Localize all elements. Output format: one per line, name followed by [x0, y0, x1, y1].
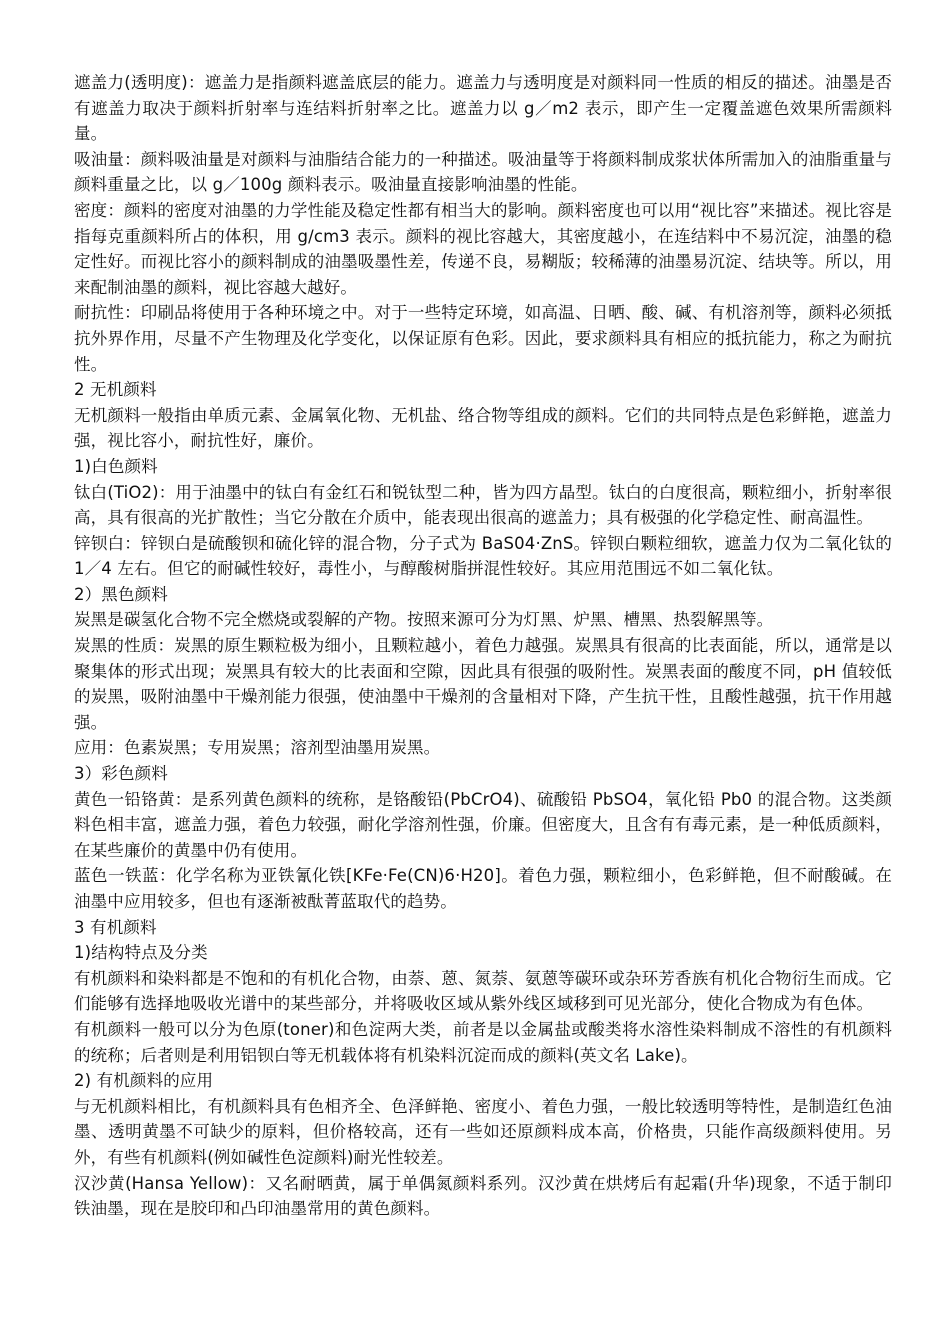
paragraph-hansa-yellow: 汉沙黄(Hansa Yellow)：又名耐晒黄，属于单偶氮颜料系列。汉沙黄在烘烤后有起霜(升华)现象，不适于制印铁油墨，现在是胶印和凸印油墨常用的黄色颜料。 — [74, 1173, 892, 1219]
paragraph-density: 密度：颜料的密度对油墨的力学性能及稳定性都有相当大的影响。颜料密度也可以用“视比容”来描述。视比容是指每克重颜料所占的体积，用 g/cm3 表示。颜料的视比容越大，其密度越小，在连结料中不易沉淀，油墨的稳定性好。而视比容小的颜料制成的油墨吸墨性差，传递不良，易糊版；较稀薄的油墨易沉淀、结块等。所以，用来配制油墨的颜料，视比容越大越好。 — [74, 200, 892, 297]
paragraph-organic-structure: 有机颜料和染料都是不饱和的有机化合物，由萘、蒽、氮萘、氨蒽等碳环或杂环芳香族有机化合物衍生而成。它们能够有选择地吸收光谱中的某些部分，并将吸收区域从紫外线区域移到可见光部分，使化合物成为有色体。 — [74, 968, 892, 1014]
subheading-color-pigments: 3）彩色颜料 — [74, 764, 168, 784]
paragraph-hiding-power: 遮盖力(透明度)：遮盖力是指颜料遮盖底层的能力。遮盖力与透明度是对颜料同一性质的相反的描述。油墨是否有遮盖力取决于颜料折射率与连结料折射率之比。遮盖力以 g／m2 表示，即产生一定覆盖遮色效果所需颜料量。 — [74, 73, 892, 144]
paragraph-organic-classification: 有机颜料一般可以分为色原(toner)和色淀两大类，前者是以金属盐或酸类将水溶性染料制成不溶性的有机颜料的统称；后者则是利用铝钡白等无机载体将有机染料沉淀而成的颜料(英文名 Lake)。 — [74, 1019, 892, 1065]
paragraph-oil-absorption: 吸油量：颜料吸油量是对颜料与油脂结合能力的一种描述。吸油量等于将颜料制成浆状体所需加入的油脂重量与颜料重量之比，以 g／100g 颜料表示。吸油量直接影响油墨的性能。 — [74, 149, 892, 195]
section-heading-organic-pigments: 3 有机颜料 — [74, 917, 157, 937]
document-page — [74, 70, 892, 1222]
subheading-structure-classification: 1)结构特点及分类 — [74, 943, 208, 963]
paragraph-carbon-black-properties: 炭黑的性质：炭黑的原生颗粒极为细小，且颗粒越小，着色力越强。炭黑具有很高的比表面能，所以，通常是以聚集体的形式出现；炭黑具有较大的比表面和空隙，因此具有很强的吸附性。炭黑表面的酸度不同，pH 值较低的炭黑，吸附油墨中干燥剂能力很强，使油墨中干燥剂的含量相对下降，产生抗干性，且酸性越强，抗干作用越强。 — [74, 636, 892, 732]
paragraph-organic-applications: 与无机颜料相比，有机颜料具有色相齐全、色泽鲜艳、密度小、着色力强，一般比较透明等特性，是制造红色油墨、透明黄墨不可缺少的原料，但价格较高，还有一些如还原颜料成本高，价格贵，只能作高级颜料使用。另外，有些有机颜料(例如碱性色淀颜料)耐光性较差。 — [74, 1096, 892, 1167]
paragraph-iron-blue: 蓝色一铁蓝：化学名称为亚铁氰化铁[KFe·Fe(CN)6·H20]。着色力强，颗粒细小，色彩鲜艳，但不耐酸碱。在油墨中应用较多，但也有逐渐被酞菁蓝取代的趋势。 — [74, 866, 892, 911]
subheading-black-pigments: 2）黑色颜料 — [74, 584, 168, 604]
paragraph-inorganic-intro: 无机颜料一般指由单质元素、金属氧化物、无机盐、络合物等组成的颜料。它们的共同特点是色彩鲜艳，遮盖力强，视比容小，耐抗性好，廉价。 — [74, 405, 892, 451]
subheading-white-pigments: 1)白色颜料 — [74, 456, 158, 476]
section-heading-inorganic-pigments: 2 无机颜料 — [74, 380, 157, 400]
paragraph-chrome-yellow: 黄色一铅铬黄：是系列黄色颜料的统称，是铬酸铅(PbCrO4)、硫酸铅 PbSO4，氧化铅 Pb0 的混合物。这类颜料色相丰富，遮盖力强，着色力较强，耐化学溶剂性强，价廉。但密度大，且含有有毒元素，是一种低质颜料，在某些廉价的黄墨中仍有使用。 — [74, 789, 892, 860]
paragraph-titanium-white: 钛白(TiO2)：用于油墨中的钛白有金红石和锐钛型二种，皆为四方晶型。钛白的白度很高，颗粒细小，折射率很高，具有很高的光扩散性；当它分散在介质中，能表现出很高的遮盖力；具有极强的化学稳定性、耐高温性。 — [74, 482, 892, 528]
paragraph-carbon-black: 炭黑是碳氢化合物不完全燃烧或裂解的产物。按照来源可分为灯黑、炉黑、槽黑、热裂解黑等。 — [74, 610, 774, 630]
paragraph-carbon-black-uses: 应用：色素炭黑；专用炭黑；溶剂型油墨用炭黑。 — [74, 738, 441, 758]
paragraph-resistance: 耐抗性：印刷品将使用于各种环境之中。对于一些特定环境，如高温、日晒、酸、碱、有机溶剂等，颜料必须抵抗外界作用，尽量不产生物理及化学变化，以保证原有色彩。因此，要求颜料具有相应的抵抗能力，称之为耐抗性。 — [74, 303, 892, 374]
subheading-organic-applications: 2) 有机颜料的应用 — [74, 1071, 214, 1091]
paragraph-lithopone: 锌钡白：锌钡白是硫酸钡和硫化锌的混合物，分子式为 BaS04·ZnS。锌钡白颗粒细软，遮盖力仅为二氧化钛的 1／4 左右。但它的耐碱性较好，毒性小，与醇酸树脂拼混性较好。其应用范围远不如二氧化钛。 — [74, 533, 892, 579]
